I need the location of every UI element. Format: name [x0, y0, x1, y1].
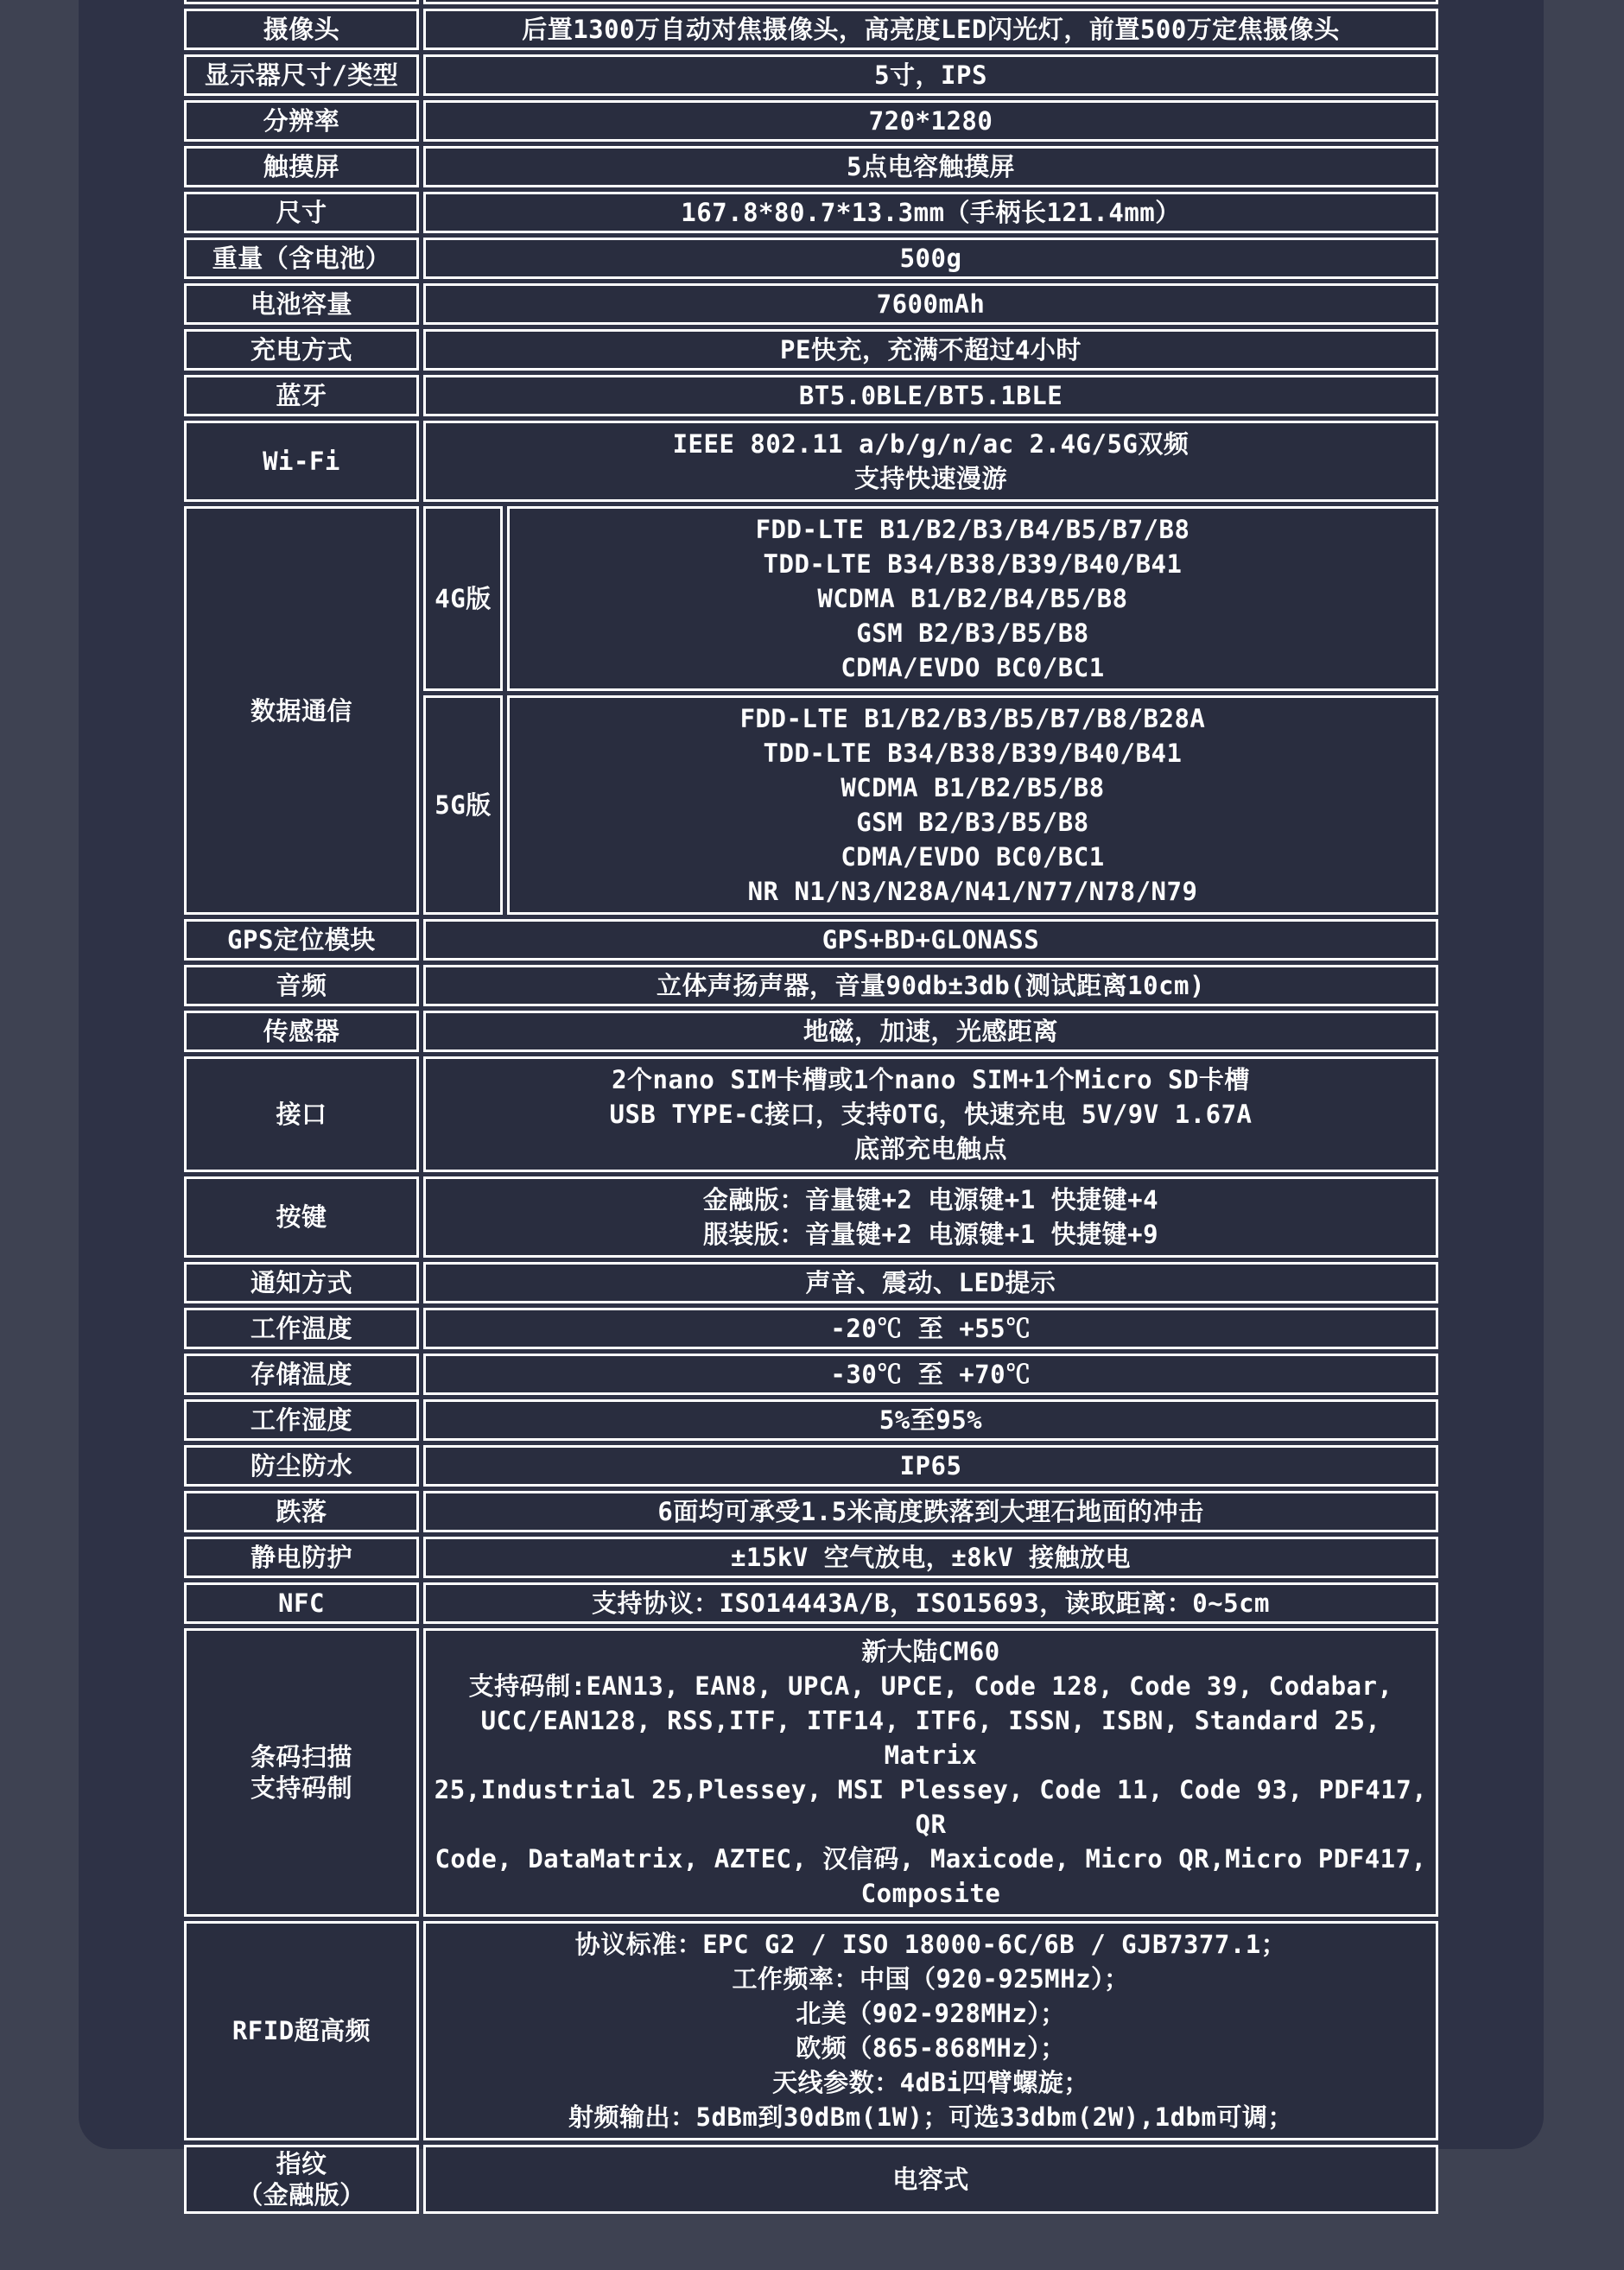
value-line: 新大陆CM60	[861, 1637, 1000, 1666]
spec-row	[184, 146, 1438, 187]
spec-value: BT5.0BLE/BT5.1BLE	[423, 375, 1438, 416]
label-line: 支持码制	[250, 1773, 352, 1803]
value-line: TDD-LTE B34/B38/B39/B40/B41	[763, 739, 1183, 768]
value-line: TDD-LTE B34/B38/B39/B40/B41	[763, 549, 1183, 579]
spec-value	[423, 0, 1438, 4]
spec-value	[423, 1176, 1438, 1258]
spec-label: 显示器尺寸/类型	[184, 54, 419, 96]
spec-label: 重量（含电池）	[184, 238, 419, 279]
spec-label: RFID超高频	[184, 1921, 419, 2140]
value-line: USB TYPE-C接口，支持OTG，快速充电 5V/9V 1.67A	[609, 1100, 1253, 1129]
spec-panel	[79, 0, 1544, 2210]
spec-table	[180, 0, 1443, 2218]
spec-value: ±15kV 空气放电，±8kV 接触放电	[423, 1537, 1438, 1578]
spec-label: GPS定位模块	[184, 919, 419, 961]
value-line: GSM B2/B3/B5/B8	[856, 618, 1089, 648]
spec-value	[423, 421, 1438, 502]
value-line: UCC/EAN128, RSS,ITF, ITF14, ITF6, ISSN, ISBN, Standard 25, Matrix	[480, 1706, 1381, 1770]
spec-label: 通知方式	[184, 1262, 419, 1303]
value-line: 2个nano SIM卡槽或1个nano SIM+1个Micro SD卡槽	[612, 1065, 1250, 1094]
value-line: 欧频（865-868MHz）；	[796, 2033, 1066, 2063]
spec-label: 充电方式	[184, 329, 419, 371]
spec-value: IP65	[423, 1445, 1438, 1487]
value-line: Code, DataMatrix, AZTEC, 汉信码, Maxicode, Micro QR,Micro PDF417,	[435, 1844, 1427, 1874]
value-line: CDMA/EVDO BC0/BC1	[841, 842, 1105, 872]
spec-label: 传感器	[184, 1011, 419, 1052]
spec-row	[184, 54, 1438, 96]
spec-row	[184, 1537, 1438, 1578]
spec-value: 6面均可承受1.5米高度跌落到大理石地面的冲击	[423, 1491, 1438, 1532]
value-line: 协议标准：EPC G2 / ISO 18000-6C/6B / GJB7377.1；	[574, 1930, 1287, 1959]
spec-row	[184, 1011, 1438, 1052]
spec-row	[184, 1176, 1438, 1258]
spec-value	[507, 695, 1438, 915]
spec-value: 7600mAh	[423, 283, 1438, 325]
value-line: 工作频率：中国（920-925MHz）；	[732, 1964, 1130, 1994]
spec-value: 5点电容触摸屏	[423, 146, 1438, 187]
spec-value: -20℃ 至 +55℃	[423, 1308, 1438, 1349]
value-line: 天线参数：4dBi四臂螺旋；	[772, 2068, 1089, 2097]
value-line: FDD-LTE B1/B2/B3/B5/B7/B8/B28A	[739, 704, 1206, 733]
label-line: （金融版）	[238, 2180, 365, 2210]
spec-label: 防尘防水	[184, 1445, 419, 1487]
spec-row-fingerprint	[184, 2145, 1438, 2214]
spec-value: 167.8*80.7*13.3mm（手柄长121.4mm）	[423, 192, 1438, 233]
spec-row	[184, 192, 1438, 233]
spec-label: 电池容量	[184, 283, 419, 325]
value-line: FDD-LTE B1/B2/B3/B4/B5/B7/B8	[755, 515, 1190, 544]
label-line: 指纹	[276, 2149, 327, 2178]
value-line: 支持快速漫游	[853, 464, 1007, 493]
spec-row-data-comm-4g	[184, 506, 1438, 691]
spec-value	[423, 1056, 1438, 1172]
spec-value: 后置1300万自动对焦摄像头，高亮度LED闪光灯，前置500万定焦摄像头	[423, 9, 1438, 50]
spec-value: 5寸，IPS	[423, 54, 1438, 96]
spec-row-rfid	[184, 1921, 1438, 2140]
spec-label: 分辨率	[184, 100, 419, 142]
spec-value	[507, 506, 1438, 691]
spec-value: 地磁，加速，光感距离	[423, 1011, 1438, 1052]
spec-label: 蓝牙	[184, 375, 419, 416]
spec-row	[184, 329, 1438, 371]
spec-row	[184, 9, 1438, 50]
value-line: CDMA/EVDO BC0/BC1	[841, 653, 1105, 682]
value-line: 25,Industrial 25,Plessey, MSI Plessey, Code 11, Code 93, PDF417, QR	[434, 1775, 1428, 1839]
spec-row	[184, 1262, 1438, 1303]
value-line: IEEE 802.11 a/b/g/n/ac 2.4G/5G双频	[672, 429, 1189, 459]
spec-label: 音频	[184, 965, 419, 1006]
spec-value: 5%至95%	[423, 1399, 1438, 1441]
spec-row	[184, 100, 1438, 142]
spec-row	[184, 1491, 1438, 1532]
value-line: 金融版：音量键+2 电源键+1 快捷键+4	[702, 1185, 1159, 1214]
spec-label: 存储温度	[184, 1354, 419, 1395]
spec-row	[184, 238, 1438, 279]
spec-value: 立体声扬声器，音量90db±3db(测试距离10cm)	[423, 965, 1438, 1006]
value-line: 支持码制:EAN13, EAN8, UPCA, UPCE, Code 128, Code 39, Codabar,	[468, 1671, 1393, 1701]
spec-row	[184, 1445, 1438, 1487]
value-line: 射频输出：5dBm到30dBm(1W)；可选33dbm(2W),1dbm可调；	[568, 2102, 1293, 2132]
value-line: 底部充电触点	[853, 1134, 1007, 1164]
spec-value: 720*1280	[423, 100, 1438, 142]
spec-label: 数据通信	[184, 506, 419, 915]
spec-label: 尺寸	[184, 192, 419, 233]
spec-label	[184, 1628, 419, 1917]
spec-row	[184, 421, 1438, 502]
spec-label: 工作湿度	[184, 1399, 419, 1441]
spec-value: 电容式	[423, 2145, 1438, 2214]
spec-value: 500g	[423, 238, 1438, 279]
spec-label: 跌落	[184, 1491, 419, 1532]
spec-sublabel: 4G版	[423, 506, 503, 691]
spec-label: 静电防护	[184, 1537, 419, 1578]
spec-label	[184, 2145, 419, 2214]
spec-label: 触摸屏	[184, 146, 419, 187]
spec-value: -30℃ 至 +70℃	[423, 1354, 1438, 1395]
value-line: Composite	[860, 1879, 1001, 1908]
spec-row	[184, 1582, 1438, 1624]
spec-label: 摄像头	[184, 9, 419, 50]
spec-value: PE快充，充满不超过4小时	[423, 329, 1438, 371]
value-line: 服装版：音量键+2 电源键+1 快捷键+9	[702, 1220, 1159, 1249]
value-line: WCDMA B1/B2/B5/B8	[841, 773, 1105, 802]
spec-value	[423, 1921, 1438, 2140]
spec-sublabel: 5G版	[423, 695, 503, 915]
spec-row	[184, 1056, 1438, 1172]
spec-row	[184, 1354, 1438, 1395]
spec-value: GPS+BD+GLONASS	[423, 919, 1438, 961]
value-line: GSM B2/B3/B5/B8	[856, 808, 1089, 837]
spec-row	[184, 919, 1438, 961]
spec-row-barcode	[184, 1628, 1438, 1917]
spec-row-partial	[184, 0, 1438, 4]
spec-label: 按键	[184, 1176, 419, 1258]
value-line: WCDMA B1/B2/B4/B5/B8	[817, 584, 1128, 613]
label-line: 条码扫描	[250, 1742, 352, 1772]
spec-label: NFC	[184, 1582, 419, 1624]
spec-value: 支持协议：ISO14443A/B，ISO15693，读取距离：0~5cm	[423, 1582, 1438, 1624]
spec-label: 接口	[184, 1056, 419, 1172]
spec-row	[184, 1399, 1438, 1441]
spec-row	[184, 965, 1438, 1006]
spec-label: Wi-Fi	[184, 421, 419, 502]
spec-value: 声音、震动、LED提示	[423, 1262, 1438, 1303]
value-line: NR N1/N3/N28A/N41/N77/N78/N79	[747, 877, 1198, 906]
value-line: 北美（902-928MHz）；	[796, 1999, 1066, 2028]
spec-row	[184, 1308, 1438, 1349]
spec-value	[423, 1628, 1438, 1917]
spec-row	[184, 375, 1438, 416]
spec-row	[184, 283, 1438, 325]
spec-label: 工作温度	[184, 1308, 419, 1349]
spec-label	[184, 0, 419, 4]
